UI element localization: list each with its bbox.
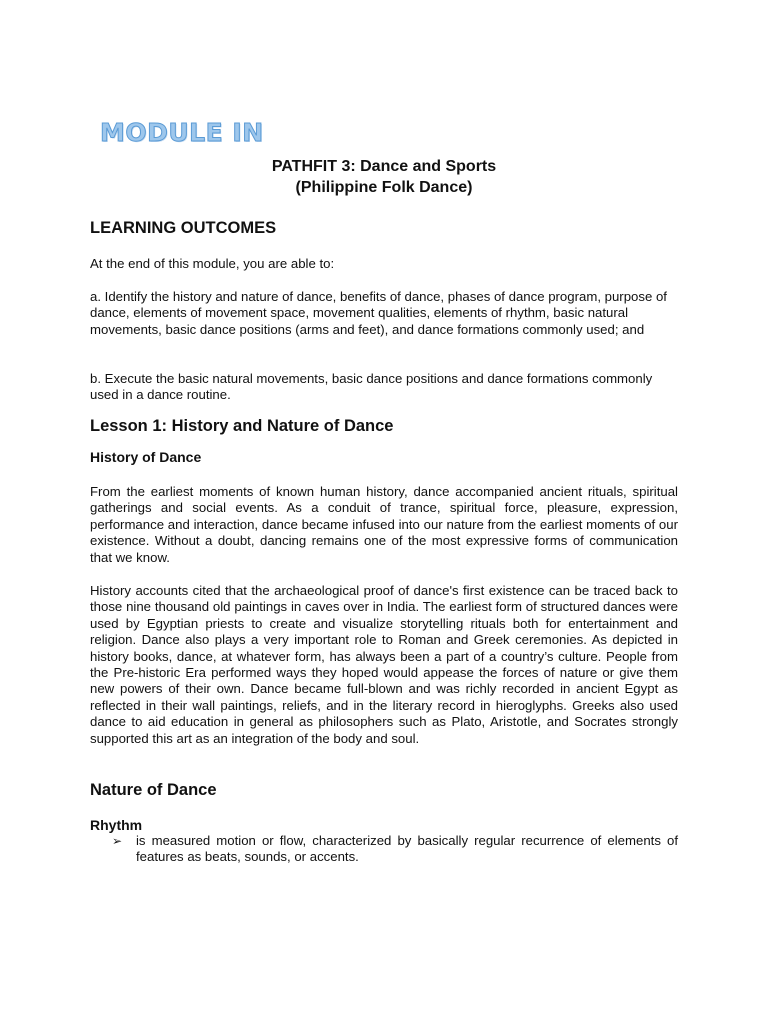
history-paragraph-1: From the earliest moments of known human history, dance accompanied ancient rituals, spiritual gatherings and social events. As a conduit of trance, spiritual force, pleasure, expression, performance and interaction, dance became infused into our nature from the earliest moments of our existence. Without a doubt, dancing remains one of the most expressive forms of communication that we know.	[90, 484, 678, 565]
learning-outcome-b: b. Execute the basic natural movements, basic dance positions and dance formations commonly used in a dance routine.	[90, 371, 653, 403]
arrow-bullet-icon: ➢	[112, 834, 123, 848]
rhythm-bullet-text: is measured motion or flow, characterized by basically regular recurrence of elements of features as beats, sounds, or accents.	[136, 833, 678, 865]
learning-outcome-a: a. Identify the history and nature of dance, benefits of dance, phases of dance program, purpose of dance, elements of movement space, movement qualities, elements of rhythm, basic natural movements, basic dance positions (arms and feet), and dance formations commonly used; and	[90, 289, 667, 337]
history-paragraph-2: History accounts cited that the archaeological proof of dance's first existence can be traced back to those nine thousand old paintings in caves over in India. The earliest form of structured dances were used by Egyptian priests to create and visualize storytelling rituals both for entertainment and religion. Dance also plays a very important role to Roman and Greek ceremonies. As depicted in history books, dance, at whatever form, has always been a part of a country’s culture. People from the Pre-historic Era performed ways they hoped would appease the forces of nature or give them new powers of their own. Dance became full-blown and was richly recorded in ancient Egypt as reflected in their wall paintings, reliefs, and in the literary record in hieroglyphs. Greeks also used dance to aid education in general as philosophers such as Plato, Aristotle, and Socrates strongly supported this art as an integration of the body and soul.	[90, 583, 678, 746]
history-of-dance-heading: History of Dance	[90, 449, 202, 465]
learning-outcomes-intro: At the end of this module, you are able to:	[90, 256, 335, 271]
course-title	[0, 156, 768, 198]
course-title-line1: PATHFIT 3: Dance and Sports	[271, 158, 497, 175]
rhythm-bullet-item	[112, 833, 678, 866]
course-title-line2: (Philippine Folk Dance)	[295, 179, 473, 196]
lesson-1-heading: Lesson 1: History and Nature of Dance	[90, 417, 394, 435]
rhythm-heading: Rhythm	[90, 817, 143, 833]
module-title: MODULE IN	[100, 118, 264, 147]
nature-of-dance-heading: Nature of Dance	[90, 781, 217, 799]
learning-outcomes-heading: LEARNING OUTCOMES	[90, 219, 277, 237]
